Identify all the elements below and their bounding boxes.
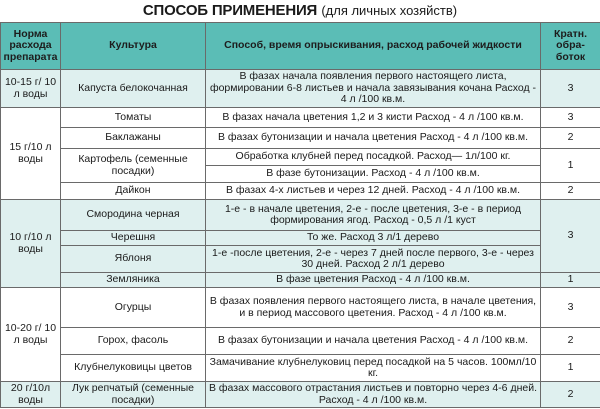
crop-cell: Черешня [61, 231, 206, 246]
count-cell: 2 [541, 183, 600, 200]
method-cell: То же. Расход 3 л/1 дерево [206, 231, 541, 246]
crop-cell: Картофель (семенные посадки) [61, 149, 206, 183]
header-method: Способ, время опрыскивания, расход рабочей жидкости [206, 23, 541, 70]
count-cell: 2 [541, 382, 600, 408]
crop-cell: Капуста белокочанная [61, 70, 206, 108]
crop-cell: Баклажаны [61, 128, 206, 149]
crop-cell: Земляника [61, 273, 206, 288]
method-cell: В фазах начала цветения 1,2 и 3 кисти Расход - 4 л /100 кв.м. [206, 108, 541, 128]
header-count: Кратн. обра- боток [541, 23, 600, 70]
count-cell: 3 [541, 70, 600, 108]
table-row [1, 108, 600, 128]
crop-cell: Смородина черная [61, 200, 206, 231]
table-row [1, 328, 600, 355]
table-row [1, 382, 600, 408]
header-crop: Культура [61, 23, 206, 70]
method-cell: В фазах бутонизации и начала цветения Расход - 4 л /100 кв.м. [206, 128, 541, 149]
table-row [1, 149, 600, 166]
crop-cell: Клубнелуковицы цветов [61, 355, 206, 382]
table-row [1, 246, 600, 273]
count-cell: 2 [541, 128, 600, 149]
table-row [1, 128, 600, 149]
table-row [1, 231, 600, 246]
method-cell: В фазах бутонизации и начала цветения Расход - 4 л /100 кв.м. [206, 328, 541, 355]
table-row [1, 200, 600, 231]
count-cell: 1 [541, 149, 600, 183]
method-cell: В фазе бутонизации. Расход - 4 л /100 кв.м. [206, 166, 541, 183]
crop-cell: Лук репчатый (семенные посадки) [61, 382, 206, 408]
count-cell: 3 [541, 288, 600, 328]
crop-cell: Яблоня [61, 246, 206, 273]
norm-cell: 15 г/10 л воды [1, 108, 61, 200]
method-cell: Замачивание клубнелуковиц перед посадкой на 5 часов. 100мл/10 кг. [206, 355, 541, 382]
count-cell: 2 [541, 328, 600, 355]
table-row [1, 273, 600, 288]
norm-cell: 10 г/10 л воды [1, 200, 61, 288]
norm-cell: 10-20 г/ 10 л воды [1, 288, 61, 382]
method-cell: В фазах массового отрастания листьев и повторно через 4-6 дней. Расход - 4 л /100 кв.м. [206, 382, 541, 408]
crop-cell: Дайкон [61, 183, 206, 200]
table-row [1, 70, 600, 108]
table-row [1, 183, 600, 200]
method-cell: В фазах появления первого настоящего листа, в начале цветения, и в период массового цветения. Расход - 4 л /100 кв.м. [206, 288, 541, 328]
method-cell: 1-е - в начале цветения, 2-е - после цветения, 3-е - в период формирования ягод. Расход - 0,5 л /1 куст [206, 200, 541, 231]
title-sub: (для личных хозяйств) [321, 3, 458, 18]
method-cell: Обработка клубней перед посадкой. Расход— 1л/100 кг. [206, 149, 541, 166]
count-cell: 1 [541, 355, 600, 382]
table-row [1, 355, 600, 382]
count-cell: 3 [541, 108, 600, 128]
norm-cell: 20 г/10л воды [1, 382, 61, 408]
application-table [0, 22, 600, 408]
header-row [1, 23, 600, 70]
crop-cell: Огурцы [61, 288, 206, 328]
table-row [1, 288, 600, 328]
norm-cell: 10-15 г/ 10 л воды [1, 70, 61, 108]
method-cell: В фазах 4-х листьев и через 12 дней. Расход - 4 л /100 кв.м. [206, 183, 541, 200]
method-cell: В фазах начала появления первого настоящего листа, формировании 6-8 листьев и начала завязывания кочана Расход - 4 л /100 кв.м. [206, 70, 541, 108]
document-title [0, 0, 600, 22]
crop-cell: Томаты [61, 108, 206, 128]
header-norm: Норма расхода препарата [1, 23, 61, 70]
count-cell: 1 [541, 273, 600, 288]
method-cell: 1-е -после цветения, 2-е - через 7 дней после первого, 3-е - через 30 дней. Расход 2 л/1 дерево [206, 246, 541, 273]
crop-cell: Горох, фасоль [61, 328, 206, 355]
title-main: СПОСОБ ПРИМЕНЕНИЯ [142, 2, 318, 19]
method-cell: В фазе цветения Расход - 4 л /100 кв.м. [206, 273, 541, 288]
count-cell: 3 [541, 200, 600, 273]
